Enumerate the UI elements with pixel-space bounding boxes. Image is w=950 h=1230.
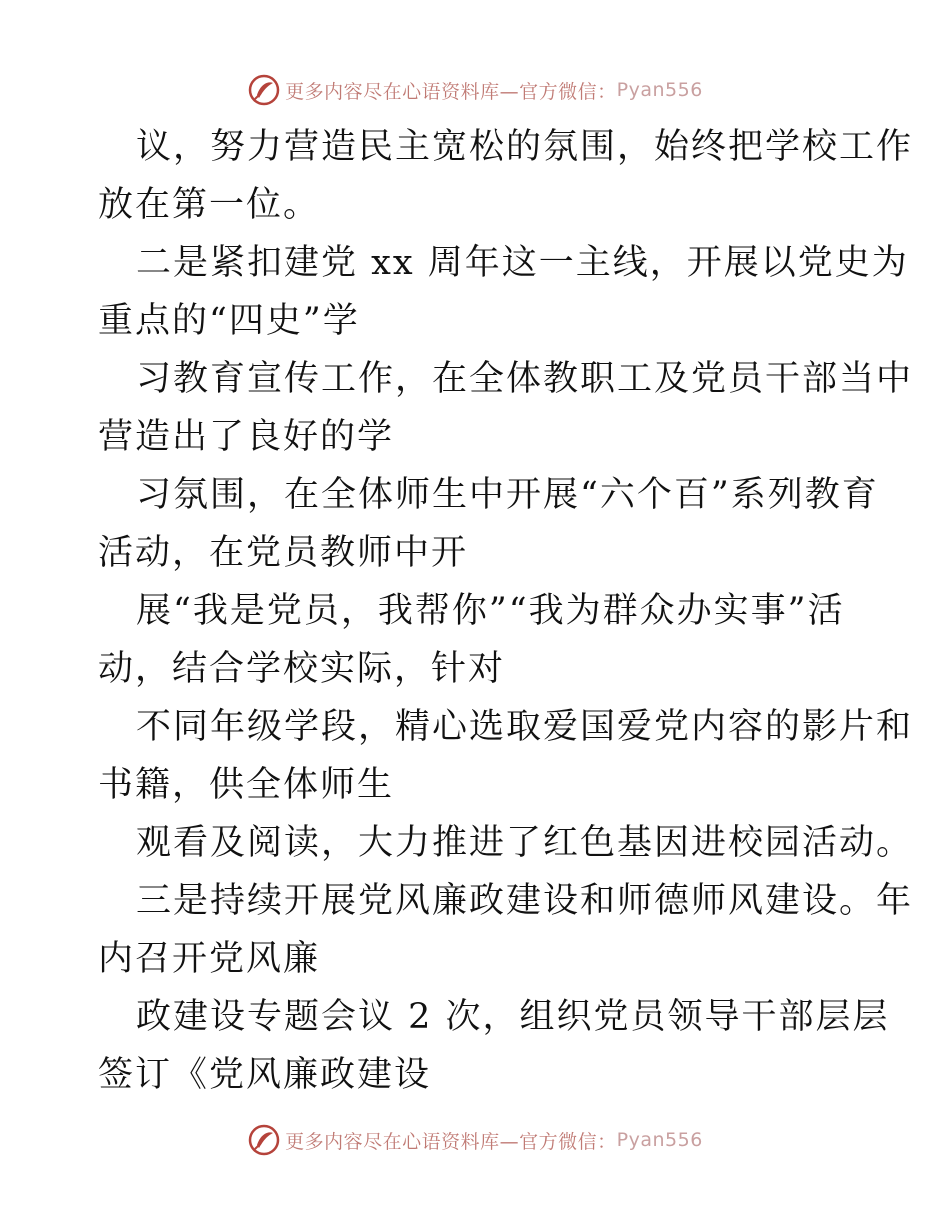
body-line: 动，结合学校实际，针对 bbox=[98, 649, 506, 689]
body-line: 三是持续开展党风廉政建设和师德师风建设。年 bbox=[136, 881, 914, 921]
body-line: 签订《党风廉政建设 bbox=[98, 1055, 432, 1095]
header-banner bbox=[0, 70, 950, 110]
body-line: 内召开党风廉 bbox=[98, 939, 321, 979]
body-line: 书籍，供全体师生 bbox=[98, 765, 395, 805]
body-line: 营造出了良好的学 bbox=[98, 417, 395, 457]
body-line: 放在第一位。 bbox=[98, 185, 321, 225]
body-line: 二是紧扣建党 xx 周年这一主线，开展以党史为 bbox=[136, 243, 909, 283]
body-line: 观看及阅读，大力推进了红色基因进校园活动。 bbox=[136, 823, 914, 863]
footer-site-text: 更多内容尽在心语资料库—官方微信： bbox=[285, 1130, 617, 1153]
footer-handle: Pyan556 bbox=[616, 1129, 703, 1151]
header-handle: Pyan556 bbox=[616, 79, 703, 101]
body-line: 展“我是党员，我帮你”“我为群众办实事”活 bbox=[136, 591, 845, 631]
body-line: 活动，在党员教师中开 bbox=[98, 533, 469, 573]
body-line: 不同年级学段，精心选取爱国爱党内容的影片和 bbox=[136, 707, 914, 747]
logo-icon bbox=[247, 73, 281, 107]
body-line: 习氛围，在全体师生中开展“六个百”系列教育 bbox=[136, 475, 879, 515]
body-line: 习教育宣传工作，在全体教职工及党员干部当中 bbox=[136, 359, 914, 399]
header-site-text: 更多内容尽在心语资料库—官方微信： bbox=[285, 80, 617, 103]
body-line: 政建设专题会议 2 次，组织党员领导干部层层 bbox=[136, 997, 890, 1037]
document-body bbox=[98, 118, 914, 1104]
footer-banner bbox=[0, 1120, 950, 1160]
body-line: 重点的“四史”学 bbox=[98, 301, 360, 341]
body-line: 议，努力营造民主宽松的氛围，始终把学校工作 bbox=[136, 127, 914, 167]
logo-icon bbox=[247, 1123, 281, 1157]
